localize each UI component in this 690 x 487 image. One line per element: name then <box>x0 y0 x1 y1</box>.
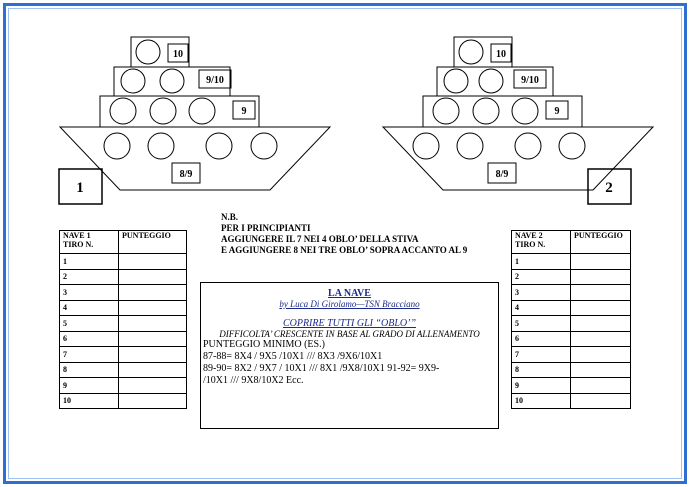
score-cell[interactable] <box>119 300 187 316</box>
score-table-ship-2 <box>511 230 631 409</box>
score-cell[interactable] <box>571 331 631 347</box>
score-header: PUNTEGGIO <box>119 231 187 254</box>
ship-left-porthole <box>121 69 145 93</box>
table-row <box>512 362 631 378</box>
table-row <box>60 285 187 301</box>
table-row <box>60 331 187 347</box>
score-cell[interactable] <box>119 393 187 409</box>
ship-left-lower-label: 9 <box>241 106 247 117</box>
score-cell[interactable] <box>119 254 187 270</box>
shot-number: 5 <box>512 316 571 332</box>
shot-number: 8 <box>60 362 119 378</box>
table-row <box>512 331 631 347</box>
ship-right-porthole <box>413 133 439 159</box>
ship-right-porthole <box>479 69 503 93</box>
score-cell[interactable] <box>571 269 631 285</box>
table-row <box>512 254 631 270</box>
ship-right-lower-label: 9 <box>554 106 560 117</box>
score-header: PUNTEGGIO <box>571 231 631 254</box>
table-row <box>512 378 631 394</box>
info-score-line-1: 87-88= 8X4 / 9X5 /10X1 /// 8X3 /9X6/10X1 <box>203 351 383 362</box>
ship-left-porthole <box>251 133 277 159</box>
ship-left-porthole <box>206 133 232 159</box>
ship-right-number: 2 <box>605 180 613 196</box>
shot-number: 10 <box>512 393 571 409</box>
ship-left-porthole <box>104 133 130 159</box>
ship-left-porthole <box>150 98 176 124</box>
ship-left-hull-label: 8/9 <box>179 169 193 180</box>
ship-right-porthole <box>433 98 459 124</box>
score-cell[interactable] <box>119 362 187 378</box>
ship-right-porthole <box>473 98 499 124</box>
shot-number: 9 <box>512 378 571 394</box>
score-cell[interactable] <box>119 347 187 363</box>
shot-number: 4 <box>60 300 119 316</box>
shot-number: 6 <box>512 331 571 347</box>
table-row <box>60 347 187 363</box>
score-cell[interactable] <box>571 300 631 316</box>
shot-number: 1 <box>512 254 571 270</box>
ship-right-porthole <box>459 40 483 64</box>
table-row <box>60 254 187 270</box>
ship-left-hull <box>60 127 330 190</box>
table-row <box>512 316 631 332</box>
score-cell[interactable] <box>119 316 187 332</box>
table-row <box>512 269 631 285</box>
note-line-4: E AGGIUNGERE 8 NEI TRE OBLO’ SOPRA ACCANTO AL 9 <box>221 245 468 255</box>
ship-right-porthole <box>559 133 585 159</box>
table-row <box>60 393 187 409</box>
ship-right-porthole <box>512 98 538 124</box>
table-row <box>512 285 631 301</box>
ship-left-top-label: 10 <box>173 49 183 60</box>
note-line-2: PER I PRINCIPIANTI <box>221 223 311 233</box>
shot-number: 5 <box>60 316 119 332</box>
ship-left-porthole <box>136 40 160 64</box>
table-row <box>60 300 187 316</box>
ship-right-porthole <box>457 133 483 159</box>
shot-number: 2 <box>60 269 119 285</box>
table-header-row <box>60 231 187 254</box>
info-title: LA NAVE <box>328 288 371 299</box>
score-cell[interactable] <box>571 254 631 270</box>
info-cover-instruction: COPRIRE TUTTI GLI “OBLO’” <box>282 318 417 329</box>
shot-number: 7 <box>60 347 119 363</box>
table-row <box>512 393 631 409</box>
info-difficulty: DIFFICOLTA’ CRESCENTE IN BASE AL GRADO DI ALLENAMENTO <box>219 329 480 339</box>
shot-number: 3 <box>60 285 119 301</box>
shot-number: 7 <box>512 347 571 363</box>
score-cell[interactable] <box>571 347 631 363</box>
info-score-line-2: 89-90= 8X2 / 9X7 / 10X1 /// 8X1 /9X8/10X1 91-92= 9X9- <box>203 363 440 374</box>
ship-right-hull-label: 8/9 <box>495 169 509 180</box>
score-cell[interactable] <box>571 393 631 409</box>
info-minimum-score: PUNTEGGIO MINIMO (ES.) <box>203 339 325 350</box>
table-row <box>512 300 631 316</box>
shot-number-header: NAVE 2 TIRO N. <box>512 231 571 254</box>
ship-left-porthole <box>148 133 174 159</box>
ship-left-middle-label: 9/10 <box>206 75 224 86</box>
ship-right-top-label: 10 <box>496 49 506 60</box>
shot-number: 2 <box>512 269 571 285</box>
score-cell[interactable] <box>119 285 187 301</box>
info-author: by Luca Di Girolamo—TSN Bracciano <box>279 299 420 309</box>
ship-right-porthole <box>444 69 468 93</box>
shot-number: 10 <box>60 393 119 409</box>
note-line-1: N.B. <box>221 212 239 222</box>
shot-number: 4 <box>512 300 571 316</box>
beginners-note <box>221 212 467 256</box>
score-cell[interactable] <box>571 316 631 332</box>
ship-right <box>383 37 653 204</box>
table-row <box>512 347 631 363</box>
score-cell[interactable] <box>571 285 631 301</box>
table-row <box>60 316 187 332</box>
ship-left-porthole <box>160 69 184 93</box>
score-cell[interactable] <box>571 362 631 378</box>
ship-left-number: 1 <box>76 180 84 196</box>
ship-left-porthole <box>189 98 215 124</box>
table-header-row <box>512 231 631 254</box>
shot-number: 3 <box>512 285 571 301</box>
score-cell[interactable] <box>119 331 187 347</box>
score-cell[interactable] <box>119 269 187 285</box>
table-row <box>60 378 187 394</box>
ship-right-porthole <box>515 133 541 159</box>
info-score-line-3: /10X1 /// 9X8/10X2 Ecc. <box>203 375 304 386</box>
shot-number: 9 <box>60 378 119 394</box>
score-cell[interactable] <box>571 378 631 394</box>
ship-left-porthole <box>110 98 136 124</box>
table-row <box>60 269 187 285</box>
note-line-3: AGGIUNGERE IL 7 NEI 4 OBLO’ DELLA STIVA <box>221 234 419 244</box>
shot-number: 1 <box>60 254 119 270</box>
score-cell[interactable] <box>119 378 187 394</box>
ship-left <box>59 37 330 204</box>
score-table-ship-1 <box>59 230 187 409</box>
table-row <box>60 362 187 378</box>
ship-right-middle-label: 9/10 <box>521 75 539 86</box>
info-box <box>200 282 499 429</box>
shot-number: 8 <box>512 362 571 378</box>
shot-number-header: NAVE 1 TIRO N. <box>60 231 119 254</box>
shot-number: 6 <box>60 331 119 347</box>
